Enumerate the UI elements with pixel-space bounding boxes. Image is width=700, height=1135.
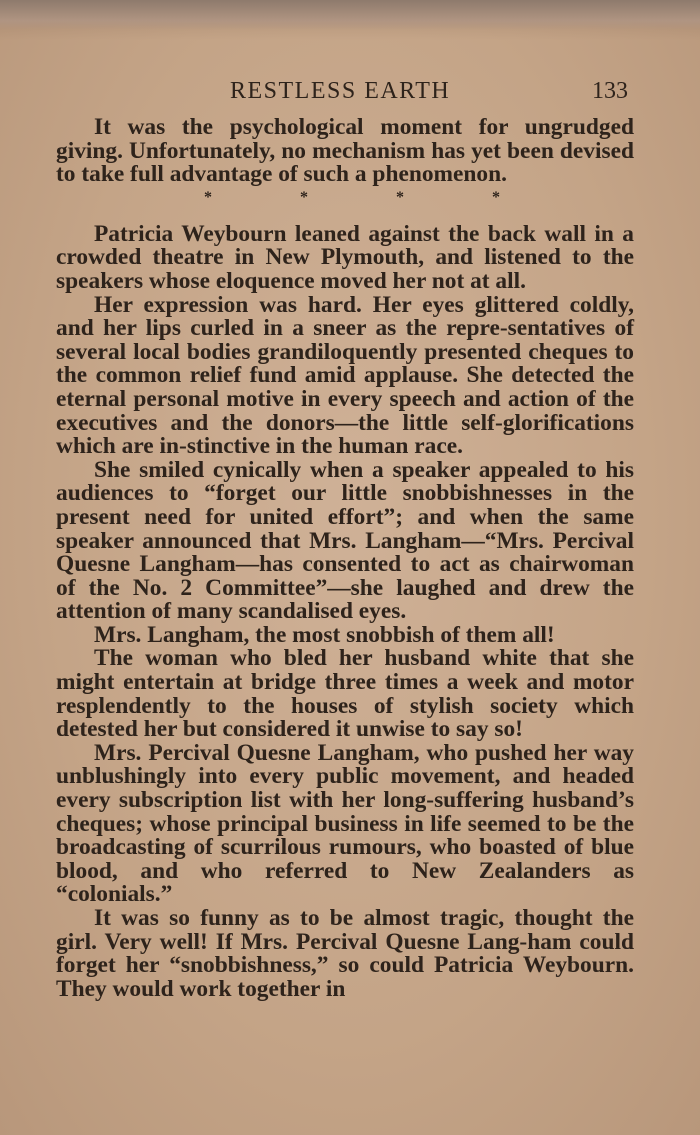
running-title: RESTLESS EARTH — [230, 78, 451, 104]
paragraph: Her expression was hard. Her eyes glittered coldly, and her lips curled in a sneer as the repre-sentatives of several local bodies grandiloquently presented cheques to the common relief fund amid applause. She detected the eternal personal motive in every speech and action of the executives and the donors—the little self-glorifications which are in-stinctive in the human race. — [56, 291, 634, 460]
paragraph: It was the psychological moment for ungrudged giving. Unfortunately, no mechanism has yet been devised to take full advantage of such a phenomenon. — [56, 114, 634, 188]
page-header — [0, 78, 700, 108]
paragraph: She smiled cynically when a speaker appealed to his audiences to “forget our little snobbishnesses in the present need for united effort”; and when the same speaker announced that Mrs. Langham—“Mrs. Percival Quesne Langham—has consented to act as chairwoman of the No. 2 Committee”—she laughed and drew the attention of many scandalised eyes. — [56, 456, 634, 625]
section-break-asterisk: * — [492, 188, 500, 206]
paragraph: Mrs. Langham, the most snobbish of them all! — [94, 621, 555, 648]
paragraph: The woman who bled her husband white that she might entertain at bridge three times a week and motor resplendently to the houses of stylish society which detested her but considered it unwise to say so! — [56, 645, 634, 743]
section-break-asterisk: * — [396, 188, 404, 206]
body-text — [56, 116, 634, 1001]
section-break — [204, 188, 500, 223]
page-top-edge — [0, 0, 700, 30]
paragraph: Mrs. Percival Quesne Langham, who pushed her way unblushingly into every public movement, and headed every subscription list with her long-suffering husband’s cheques; whose principal business in life seemed to be the broadcasting of scurrilous rumours, who boasted of blue blood, and who referred to New Zealanders as “colonials.” — [56, 739, 634, 908]
section-break-asterisk: * — [300, 188, 308, 206]
paragraph: It was so funny as to be almost tragic, thought the girl. Very well! If Mrs. Percival Quesne Lang-ham could forget her “snobbishness,” so could Patricia Weybourn. They would work together in — [56, 905, 634, 1002]
paragraph: Patricia Weybourn leaned against the back wall in a crowded theatre in New Plymouth, and listened to the speakers whose eloquence moved her not at all. — [56, 220, 634, 294]
section-break-asterisk: * — [204, 188, 212, 206]
page-number: 133 — [592, 78, 628, 104]
